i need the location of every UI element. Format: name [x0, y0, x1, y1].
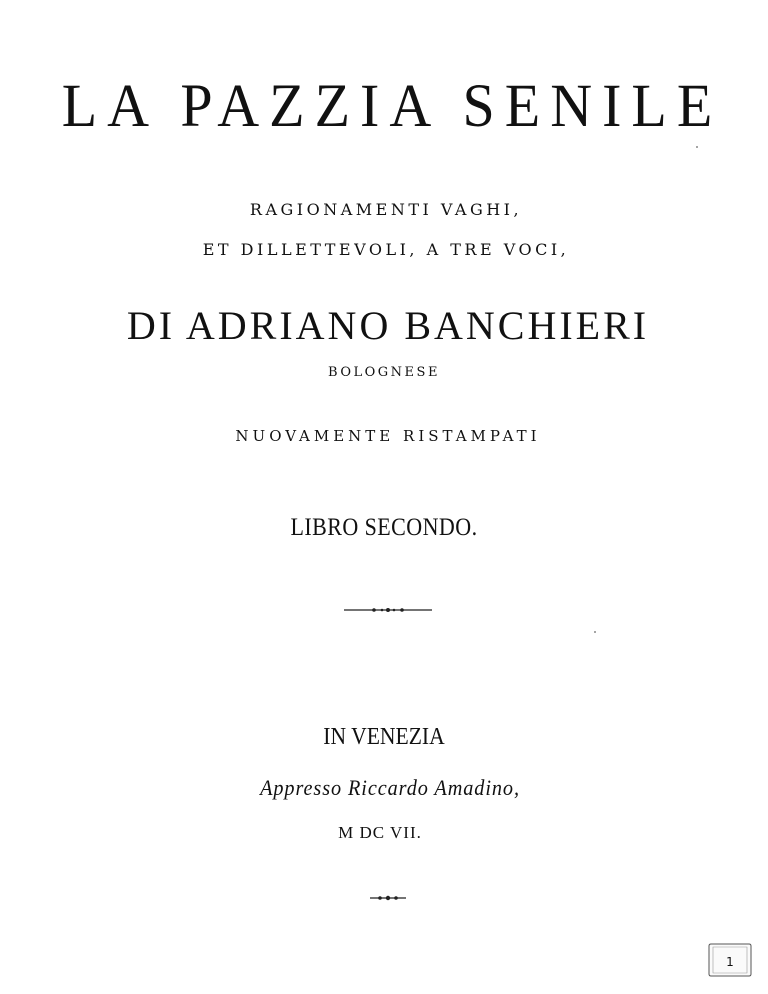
- book-title: LA PAZZIA SENILE: [61, 71, 723, 140]
- imprint-printer: Appresso Riccardo Amadino,: [260, 775, 520, 800]
- ornament-small-icon: [370, 894, 406, 902]
- page-number-badge: [707, 942, 753, 978]
- page-number: 1: [726, 955, 734, 969]
- imprint-place: IN VENEZIA: [323, 724, 445, 750]
- imprint-year: M DC VII.: [338, 823, 422, 842]
- subtitle-line-2: ET DILLETTEVOLI, A TRE VOCI,: [202, 240, 570, 259]
- book-volume: LIBRO SECONDO.: [290, 514, 478, 541]
- author-origin: BOLOGNESE: [328, 365, 440, 380]
- author-name: DI ADRIANO BANCHIERI: [126, 303, 650, 348]
- paper-speck: [696, 146, 698, 148]
- paper-speck: [594, 631, 596, 633]
- subtitle-line-1: RAGIONAMENTI VAGHI,: [249, 200, 523, 219]
- ornament-divider-icon: [344, 606, 432, 614]
- reprint-note: NUOVAMENTE RISTAMPATI: [235, 427, 541, 445]
